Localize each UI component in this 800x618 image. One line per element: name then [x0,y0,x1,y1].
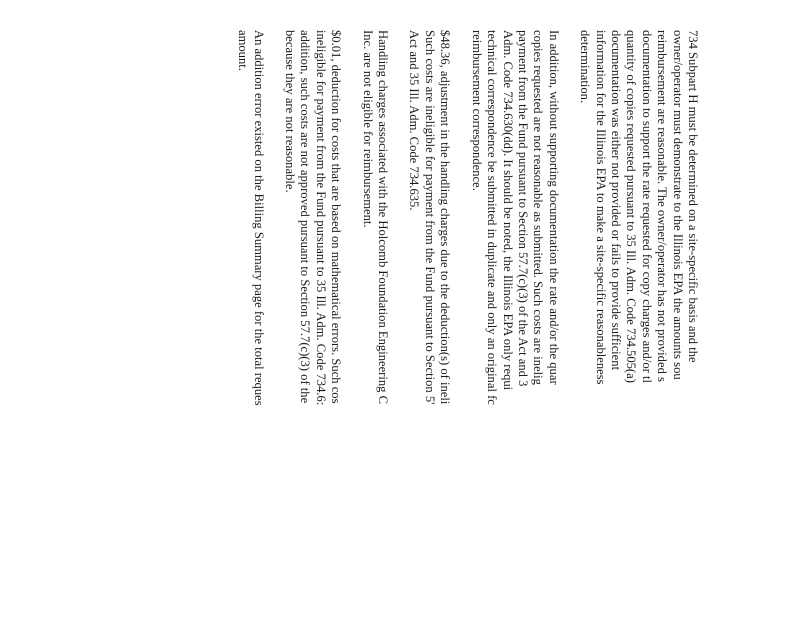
text-line: Act and 35 Ill. Adm. Code 734.635. [407,30,422,211]
text-line: information for the Illinois EPA to make a site-specific reasonableness [593,30,608,385]
text-line: Adm. Code 734.630(dd). It should be noted, the Illinois EPA only requi [500,30,515,391]
paragraph-addition-error [235,30,266,590]
text-line: copies requested are not reasonable as submitted. Such costs are inelig [531,30,546,385]
text-line: Handling charges associated with the Holcomb Foundation Engineering C [376,30,391,405]
paragraph-supporting-documentation [468,30,560,590]
text-line: In addition, without supporting documentation the rate and/or the quar [546,30,561,385]
text-line: 734 Subpart H must be determined on a site-specific basis and the [686,30,700,363]
text-line: technical correspondence be submitted in duplicate and only an original fc [485,30,500,405]
text-line: documentation to support the rate requested for copy charges and/or tl [639,30,654,383]
text-line: determination. [578,30,593,104]
paragraph-handling-adjustment [406,30,452,590]
paragraph-handling-charges [359,30,390,590]
text-line: $48.36, adjustment in the handling charges due to the deduction(s) of ineli [438,30,453,405]
text-line: owner/operator must demonstrate to the Illinois EPA the amounts sou [670,30,685,380]
text-line: Such costs are ineligible for payment from the Fund pursuant to Section 5' [422,30,437,405]
paragraph-math-errors [282,30,344,590]
text-line: quantity of copies requested pursuant to 35 Ill. Adm. Code 734.505(a) [624,30,639,383]
paragraph-site-specific [577,30,700,590]
text-line: Inc. are not eligible for reimbursement. [360,30,375,228]
text-line: payment from the Fund pursuant to Section 57.7(c)(3) of the Act and 3 [515,30,530,387]
text-line: An addition error existed on the Billing Summary page for the total reques [251,30,266,406]
text-line: amount. [236,30,251,71]
text-line: because they are not reasonable. [283,30,298,193]
text-line: $0.01, deduction for costs that are based on mathematical errors. Such cos [329,30,344,404]
text-line: reimbursement correspondence. [469,30,484,191]
text-line: addition, such costs are not approved pursuant to Section 57.7(c)(3) of the [298,30,313,404]
text-line: documentation was either not provided or fails to provide sufficient [608,30,623,371]
text-line: reimbursement are reasonable. The owner/operator has not provided s [655,30,670,382]
rotated-text-block [140,30,700,500]
text-line: ineligible for payment from the Fund pursuant to 35 Ill. Adm. Code 734.6: [313,30,328,406]
